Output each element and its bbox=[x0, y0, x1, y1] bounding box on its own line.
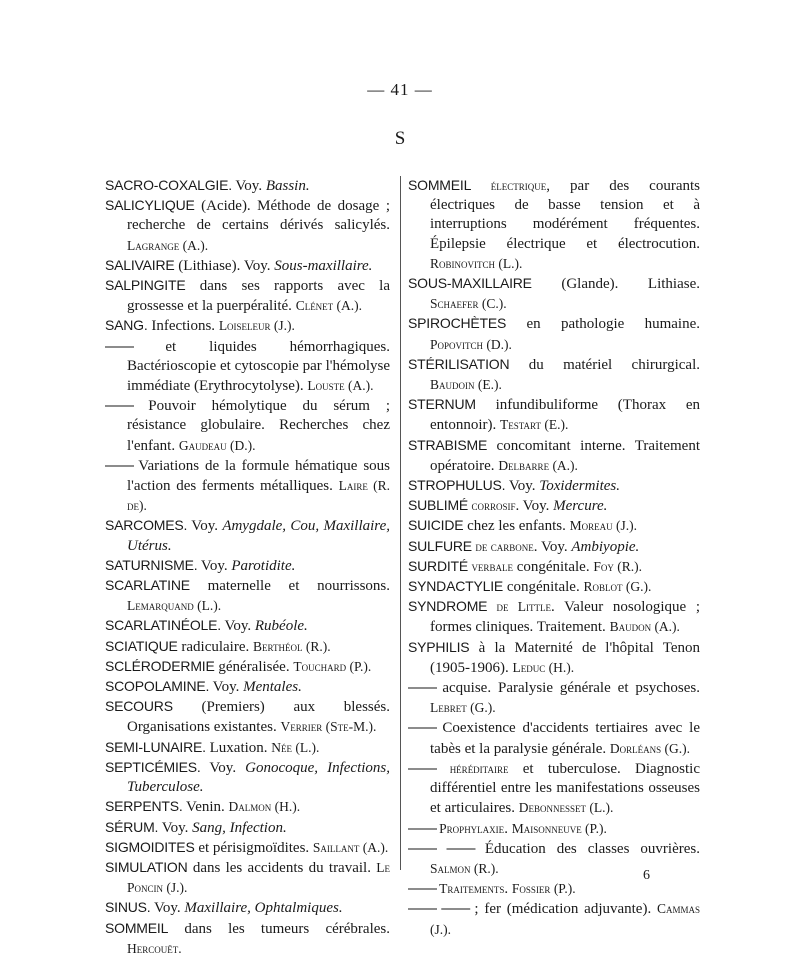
index-entry bbox=[105, 738, 390, 758]
entry-heading: SCIATIQUE bbox=[105, 637, 178, 654]
index-entry bbox=[408, 577, 700, 597]
entry-heading: SCOPOLAMINE. bbox=[105, 678, 210, 695]
repeat-dash: —— bbox=[408, 679, 443, 697]
left-column bbox=[105, 176, 390, 959]
entry-text: dans les tumeurs cérébrales. bbox=[168, 920, 390, 937]
entry-heading: SIGMOIDITES bbox=[105, 838, 195, 855]
index-entry bbox=[408, 476, 700, 496]
index-entry bbox=[105, 858, 390, 898]
entry-text: Voy. bbox=[197, 557, 232, 574]
entry-heading: SECOURS bbox=[105, 698, 173, 715]
entry-reference: Gonocoque, Infections, Tuberculose. bbox=[127, 759, 390, 796]
entry-text: et tuberculose. Diagnostic différentiel entre les manifestations osseuses et articulaires. bbox=[430, 760, 700, 817]
entry-heading: SUBLIMÉ bbox=[408, 497, 469, 514]
entry-text: (Acide). Méthode de dosage ; recherche de certains dérivés salicylés. bbox=[127, 198, 390, 234]
entry-text: du matériel chirurgical. bbox=[509, 356, 700, 373]
entry-qualifier: verbale bbox=[468, 558, 513, 574]
index-entry bbox=[408, 718, 700, 758]
entry-text: dans les accidents du travail. bbox=[187, 859, 377, 876]
index-entry bbox=[105, 337, 390, 397]
index-entry bbox=[105, 818, 390, 838]
entry-text: dans ses rapports avec la grossesse et la puerpéralité. bbox=[127, 278, 390, 315]
entry-heading: SOMMEIL bbox=[105, 919, 169, 936]
entry-author: Verrier (Ste-M.). bbox=[280, 719, 377, 735]
index-entry bbox=[408, 678, 700, 718]
entry-text: Voy. bbox=[209, 679, 244, 696]
index-entry bbox=[105, 576, 390, 616]
entry-qualifier: électrique bbox=[471, 178, 547, 193]
entry-text: maternelle et nourrissons. bbox=[189, 578, 390, 595]
signature-mark: 6 bbox=[643, 868, 650, 883]
entry-qualifier: Traitements bbox=[439, 881, 505, 897]
entry-heading: SARCOMES. bbox=[105, 517, 188, 534]
entry-heading: STERNUM bbox=[408, 396, 476, 413]
entry-author: Baudon (A.). bbox=[609, 619, 680, 635]
entry-text: Pouvoir hémolytique du sérum ; résistance globulaire. Recherches chez l'enfant. bbox=[127, 398, 390, 454]
index-entry bbox=[408, 516, 700, 536]
entry-reference: Ambiyopie. bbox=[571, 538, 640, 555]
entry-heading: SERPENTS. bbox=[105, 798, 183, 815]
entry-author: Touchard (P.). bbox=[293, 658, 372, 674]
entry-text: et liquides hémorrhagiques. Bactérioscopie et cytoscopie par l'hémolyse immédiate (Erythrocytolyse). bbox=[127, 338, 390, 395]
entry-text: Venin. bbox=[182, 799, 229, 816]
index-entry bbox=[408, 436, 700, 476]
entry-text: Luxation. bbox=[205, 739, 272, 756]
entry-text: en pathologie humaine. bbox=[506, 316, 700, 333]
entry-heading: STRABISME bbox=[408, 436, 488, 453]
entry-heading: SYPHILIS bbox=[408, 638, 470, 655]
entry-text: Voy. bbox=[231, 178, 266, 194]
entry-text: radiculaire. bbox=[177, 638, 253, 655]
entry-heading: SATURNISME. bbox=[105, 556, 198, 573]
entry-heading: SEMI-LUNAIRE. bbox=[105, 738, 206, 755]
entry-heading: SUICIDE bbox=[408, 517, 464, 534]
repeat-dash: —— bbox=[105, 337, 166, 355]
entry-heading: SALIVAIRE bbox=[105, 256, 175, 273]
entry-text: (Lithiase). Voy. bbox=[174, 257, 275, 274]
repeat-dash: —— —— bbox=[408, 900, 475, 918]
index-entry bbox=[105, 196, 390, 256]
repeat-dash: —— bbox=[408, 819, 440, 837]
entry-heading: SULFURE bbox=[408, 537, 472, 554]
entry-text: . Voy. bbox=[515, 498, 554, 515]
entry-heading: SYNDROME bbox=[408, 598, 488, 615]
entry-qualifier: de Little bbox=[487, 599, 552, 615]
index-entry bbox=[408, 557, 700, 577]
index-entry bbox=[105, 616, 390, 636]
entry-author: Le Poncin (J.). bbox=[127, 859, 390, 896]
entry-author: Lemarquand (L.). bbox=[127, 598, 222, 614]
entry-text: Éducation des classes ouvrières. bbox=[484, 840, 700, 857]
index-entry bbox=[408, 899, 700, 939]
entry-reference: Toxidermites. bbox=[539, 478, 620, 495]
entry-author: Saillant (A.). bbox=[312, 839, 389, 855]
entry-qualifier: corrosif bbox=[468, 498, 516, 514]
entry-qualifier: de carbone bbox=[471, 538, 534, 554]
entry-text: . Valeur nosologique ; formes cliniques. Traitement. bbox=[430, 599, 700, 636]
entry-heading: SPIROCHÈTES bbox=[408, 315, 507, 332]
entry-text: . bbox=[504, 820, 512, 837]
index-entry bbox=[105, 276, 390, 316]
entry-text: (Glande). Lithiase. bbox=[531, 276, 700, 293]
entry-heading: STROPHULUS. bbox=[408, 477, 506, 494]
entry-author: Dorléans (G.). bbox=[609, 740, 691, 756]
entry-heading: SCLÉRODERMIE bbox=[105, 657, 215, 674]
entry-author: Schaefer (C.). bbox=[430, 296, 507, 312]
entry-author: Roblot (G.). bbox=[583, 579, 652, 595]
entry-reference: Sous-maxillaire. bbox=[274, 257, 373, 274]
repeat-dash: —— bbox=[105, 456, 139, 474]
index-entry bbox=[408, 314, 700, 354]
entry-author: Delbarre (A.). bbox=[498, 457, 578, 473]
entry-text: . bbox=[504, 881, 512, 898]
entry-author: Popovitch (D.). bbox=[430, 336, 512, 352]
entry-text: (Premiers) aux blessés. Organisations existantes. bbox=[127, 699, 390, 736]
entry-author: Baudoin (E.). bbox=[430, 377, 502, 393]
entry-author: Laire (R. de). bbox=[127, 478, 390, 514]
entry-author: Debonnesset (L.). bbox=[518, 800, 614, 816]
entry-author: Leduc (H.). bbox=[512, 659, 575, 675]
index-entry bbox=[408, 274, 700, 314]
index-entry bbox=[105, 516, 390, 555]
index-entry bbox=[105, 456, 390, 517]
entry-text: Voy. bbox=[200, 759, 246, 776]
entry-text: infundibuliforme (Thorax en entonnoir). bbox=[430, 397, 700, 434]
index-entry bbox=[408, 395, 700, 435]
entry-heading: SOUS-MAXILLAIRE bbox=[408, 275, 532, 292]
entry-reference: Rubéole. bbox=[254, 618, 308, 635]
entry-heading: SALICYLIQUE bbox=[105, 197, 195, 214]
entry-reference: Maxillaire, Ophtalmiques. bbox=[184, 900, 343, 917]
entry-text: Infections. bbox=[147, 318, 219, 335]
index-entry bbox=[105, 556, 390, 576]
entry-heading: SURDITÉ bbox=[408, 557, 469, 574]
entry-text: chez les enfants. bbox=[463, 518, 570, 535]
index-entry bbox=[408, 496, 700, 516]
entry-heading: SACRO-COXALGIE. bbox=[105, 177, 232, 193]
repeat-dash: —— bbox=[408, 719, 443, 737]
entry-text: Voy. bbox=[187, 518, 223, 535]
entry-heading: SIMULATION bbox=[105, 858, 188, 875]
entry-author: Maisonneuve (P.). bbox=[511, 820, 607, 836]
index-entry bbox=[105, 838, 390, 858]
entry-author: Dalmon (H.). bbox=[228, 799, 301, 815]
entry-author: Moreau (J.). bbox=[569, 518, 637, 534]
index-entry bbox=[408, 759, 700, 819]
entry-text: concomitant interne. Traitement opératoire. bbox=[430, 437, 700, 474]
index-entry bbox=[105, 898, 390, 918]
entry-reference: Amygdale, Cou, Maxillaire, Utérus. bbox=[127, 518, 390, 554]
right-column bbox=[408, 176, 700, 940]
entry-text: acquise. Paralysie générale et psychoses. bbox=[442, 680, 700, 697]
index-entry bbox=[408, 638, 700, 678]
index-entry bbox=[105, 797, 390, 817]
repeat-dash: —— bbox=[408, 759, 450, 777]
index-entry bbox=[105, 758, 390, 797]
entry-author: Foy (R.). bbox=[593, 558, 642, 574]
entry-heading: SANG. bbox=[105, 317, 148, 334]
index-entry bbox=[408, 355, 700, 395]
entry-author: Robinovitch (L.). bbox=[430, 255, 523, 271]
entry-reference: Mercure. bbox=[553, 498, 608, 515]
index-entry bbox=[408, 597, 700, 637]
entry-qualifier: Prophylaxie bbox=[439, 820, 505, 836]
entry-heading: SCARLATINÉOLE. bbox=[105, 617, 221, 634]
repeat-dash: —— bbox=[105, 397, 149, 415]
column-divider bbox=[400, 176, 401, 870]
entry-heading: SYNDACTYLIE bbox=[408, 578, 504, 595]
entry-text: congénitale. bbox=[512, 558, 594, 575]
entry-text: , par des courants électriques de basse tension et à interruptions modérément fréquentes. Épilepsie électrique et électrocution. bbox=[430, 178, 700, 252]
entry-author: Née (L.). bbox=[271, 739, 320, 755]
entry-qualifier: héréditaire bbox=[449, 760, 509, 776]
entry-text: Voy. bbox=[505, 478, 540, 495]
entry-heading: SEPTICÉMIES. bbox=[105, 758, 201, 775]
entry-heading: SOMMEIL bbox=[408, 177, 472, 193]
entry-text: Voy. bbox=[220, 618, 255, 635]
entry-heading: SINUS. bbox=[105, 899, 151, 916]
entry-reference: Parotidite. bbox=[231, 557, 296, 574]
page-number: — 41 — bbox=[367, 80, 433, 99]
index-entry bbox=[105, 697, 390, 737]
section-letter: S bbox=[394, 128, 406, 149]
index-entry bbox=[408, 839, 700, 879]
entry-reference: Bassin. bbox=[265, 178, 310, 194]
entry-text: à la Maternité de l'hôpital Tenon (1905-1906). bbox=[430, 639, 700, 676]
entry-text: congénitale. bbox=[503, 579, 584, 596]
index-entry bbox=[105, 256, 390, 276]
entry-author: Hercouët. bbox=[127, 940, 182, 956]
index-entry bbox=[408, 176, 700, 274]
repeat-dash: —— —— bbox=[408, 839, 485, 857]
index-entry bbox=[105, 657, 390, 677]
index-entry bbox=[105, 316, 390, 336]
entry-text: et périsigmoïdites. bbox=[194, 839, 313, 856]
entry-heading: SCARLATINE bbox=[105, 577, 190, 594]
entry-author: Louste (A.). bbox=[307, 378, 374, 394]
index-entry bbox=[105, 919, 390, 959]
index-entry bbox=[105, 176, 390, 196]
entry-text: Coexistence d'accidents tertiaires avec le tabès et la paralysie générale. bbox=[430, 720, 700, 757]
index-entry bbox=[408, 537, 700, 557]
repeat-dash: —— bbox=[408, 880, 440, 898]
entry-heading: STÉRILISATION bbox=[408, 355, 510, 372]
entry-text: . Voy. bbox=[533, 538, 572, 555]
entry-text: ; fer (médication adjuvante). bbox=[474, 901, 657, 918]
index-entry bbox=[105, 396, 390, 456]
entry-text: Voy. bbox=[158, 819, 193, 836]
entry-text: Variations de la formule hématique sous l'action des ferments métalliques. bbox=[127, 457, 391, 495]
entry-author: Clénet (A.). bbox=[295, 298, 363, 314]
entry-reference: Mentales. bbox=[243, 679, 302, 696]
entry-author: Fossier (P.). bbox=[511, 881, 576, 897]
entry-author: Loiseleur (J.). bbox=[218, 318, 295, 334]
entry-author: Lebret (G.). bbox=[430, 700, 496, 716]
entry-author: Testart (E.). bbox=[499, 417, 569, 433]
entry-author: Berthéol (R.). bbox=[253, 638, 331, 654]
index-entry bbox=[105, 637, 390, 657]
index-entry bbox=[408, 879, 700, 899]
entry-author: Cammas (J.). bbox=[430, 901, 700, 937]
index-entry bbox=[105, 677, 390, 697]
entry-author: Gaudeau (D.). bbox=[178, 437, 256, 453]
index-entry bbox=[408, 819, 700, 839]
entry-author: Salmon (R.). bbox=[430, 860, 499, 876]
entry-author: Lagrange (A.). bbox=[127, 237, 209, 253]
entry-text: Voy. bbox=[150, 900, 185, 917]
entry-text: généralisée. bbox=[214, 658, 294, 675]
entry-reference: Sang, Infection. bbox=[192, 819, 287, 836]
entry-heading: SALPINGITE bbox=[105, 277, 186, 294]
entry-heading: SÉRUM. bbox=[105, 818, 159, 835]
